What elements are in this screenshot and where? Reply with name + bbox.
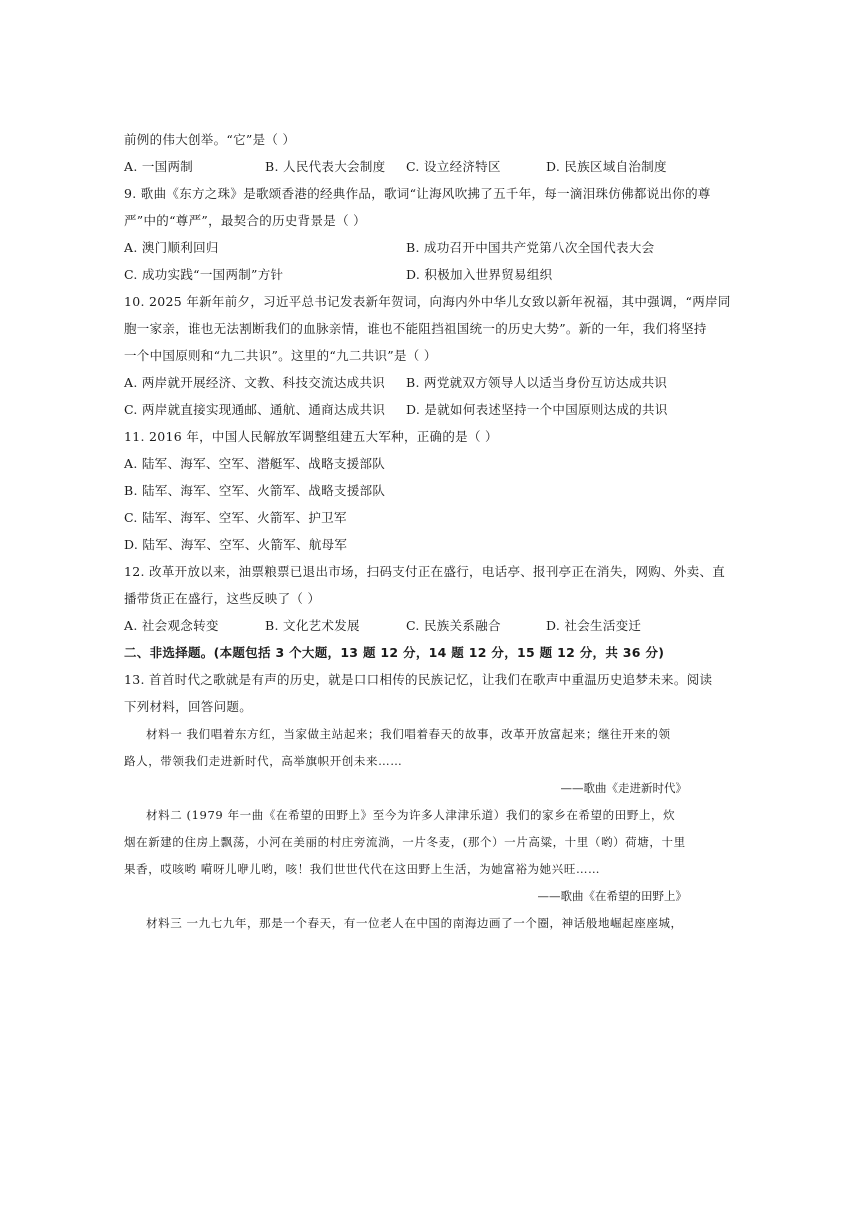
q12-option-d: D. 社会生活变迁	[546, 618, 642, 633]
material-2-source: ——歌曲《在希望的田野上》	[537, 889, 687, 903]
q12-option-b: B. 文化艺术发展	[265, 618, 360, 633]
q11-stem: 11. 2016 年，中国人民解放军调整组建五大军种，正确的是（ ）	[124, 429, 498, 444]
q12-stem-line2: 播带货正在盛行，这些反映了（ ）	[124, 591, 321, 606]
q11-option-d: D. 陆军、海军、空军、火箭军、航母军	[124, 537, 348, 552]
q8-stem-tail: 前例的伟大创举。“它”是（ ）	[124, 132, 296, 147]
material-2-line1: 材料二 (1979 年一曲《在希望的田野上》至今为许多人津津乐道）我们的家乡在希望的田野上，炊	[146, 808, 676, 822]
q12-stem-line1: 12. 改革开放以来，油票粮票已退出市场，扫码支付正在盛行，电话亭、报刊亭正在消失，网购、外卖、直	[124, 564, 726, 579]
q8-option-b: B. 人民代表大会制度	[265, 159, 386, 174]
q10-option-c: C. 两岸就直接实现通邮、通航、通商达成共识	[124, 402, 386, 417]
q10-stem-line1: 10. 2025 年新年前夕，习近平总书记发表新年贺词，向海内外中华儿女致以新年祝福，其中强调，“两岸同	[124, 294, 731, 309]
q13-stem-line2: 下列材料，回答问题。	[124, 699, 253, 714]
q8-option-c: C. 设立经济特区	[406, 159, 501, 174]
section-heading: 二、非选择题。(本题包括 3 个大题，13 题 12 分，14 题 12 分，15 题 12 分，共 36 分)	[124, 645, 665, 660]
q10-option-b: B. 两党就双方领导人以适当身份互访达成共识	[406, 375, 668, 390]
q8-option-a: A. 一国两制	[124, 159, 194, 174]
material-2-line3: 果香，哎咳哟 嗬呀儿咿儿哟，咳！我们世世代代在这田野上生活，为她富裕为她兴旺……	[124, 862, 601, 876]
q10-option-a: A. 两岸就开展经济、文教、科技交流达成共识	[124, 375, 386, 390]
q10-stem-line2: 胞一家亲，谁也无法割断我们的血脉亲情，谁也不能阻挡祖国统一的历史大势”。新的一年，我们将坚持	[124, 321, 707, 336]
q11-option-b: B. 陆军、海军、空军、火箭军、战略支援部队	[124, 483, 386, 498]
material-1-line2: 路人，带领我们走进新时代，高举旗帜开创未来……	[124, 754, 403, 768]
q9-option-b: B. 成功召开中国共产党第八次全国代表大会	[406, 240, 655, 255]
material-2-line2: 烟在新建的住房上飘荡，小河在美丽的村庄旁流淌，一片冬麦，(那个）一片高粱，十里（哟）荷塘，十里	[124, 835, 686, 849]
q10-option-d: D. 是就如何表述坚持一个中国原则达成的共识	[406, 402, 668, 417]
q11-option-a: A. 陆军、海军、空军、潜艇军、战略支援部队	[124, 456, 386, 471]
q12-option-a: A. 社会观念转变	[124, 618, 219, 633]
q11-option-c: C. 陆军、海军、空军、火箭军、护卫军	[124, 510, 347, 525]
q12-option-c: C. 民族关系融合	[406, 618, 501, 633]
material-1-line1: 材料一 我们唱着东方红，当家做主站起来；我们唱着春天的故事，改革开放富起来；继往开来的领	[146, 727, 671, 741]
q9-stem-line2: 严”中的“尊严”，最契合的历史背景是（ ）	[124, 213, 366, 228]
q9-stem-line1: 9. 歌曲《东方之珠》是歌颂香港的经典作品，歌词“让海风吹拂了五千年，每一滴泪珠仿佛都说出你的尊	[124, 186, 711, 201]
q10-stem-line3: 一个中国原则和“九二共识”。这里的“九二共识”是（ ）	[124, 348, 437, 363]
material-1-source: ——歌曲《走进新时代》	[560, 781, 687, 795]
q9-option-c: C. 成功实践“一国两制”方针	[124, 267, 284, 282]
material-3-line1: 材料三 一九七九年，那是一个春天，有一位老人在中国的南海边画了一个圈，神话般地崛起座座城，	[146, 916, 683, 930]
q9-option-a: A. 澳门顺利回归	[124, 240, 219, 255]
q13-stem-line1: 13. 首首时代之歌就是有声的历史，就是口口相传的民族记忆，让我们在歌声中重温历史追梦未来。阅读	[124, 672, 713, 687]
q8-option-d: D. 民族区域自治制度	[546, 159, 667, 174]
q9-option-d: D. 积极加入世界贸易组织	[406, 267, 553, 282]
